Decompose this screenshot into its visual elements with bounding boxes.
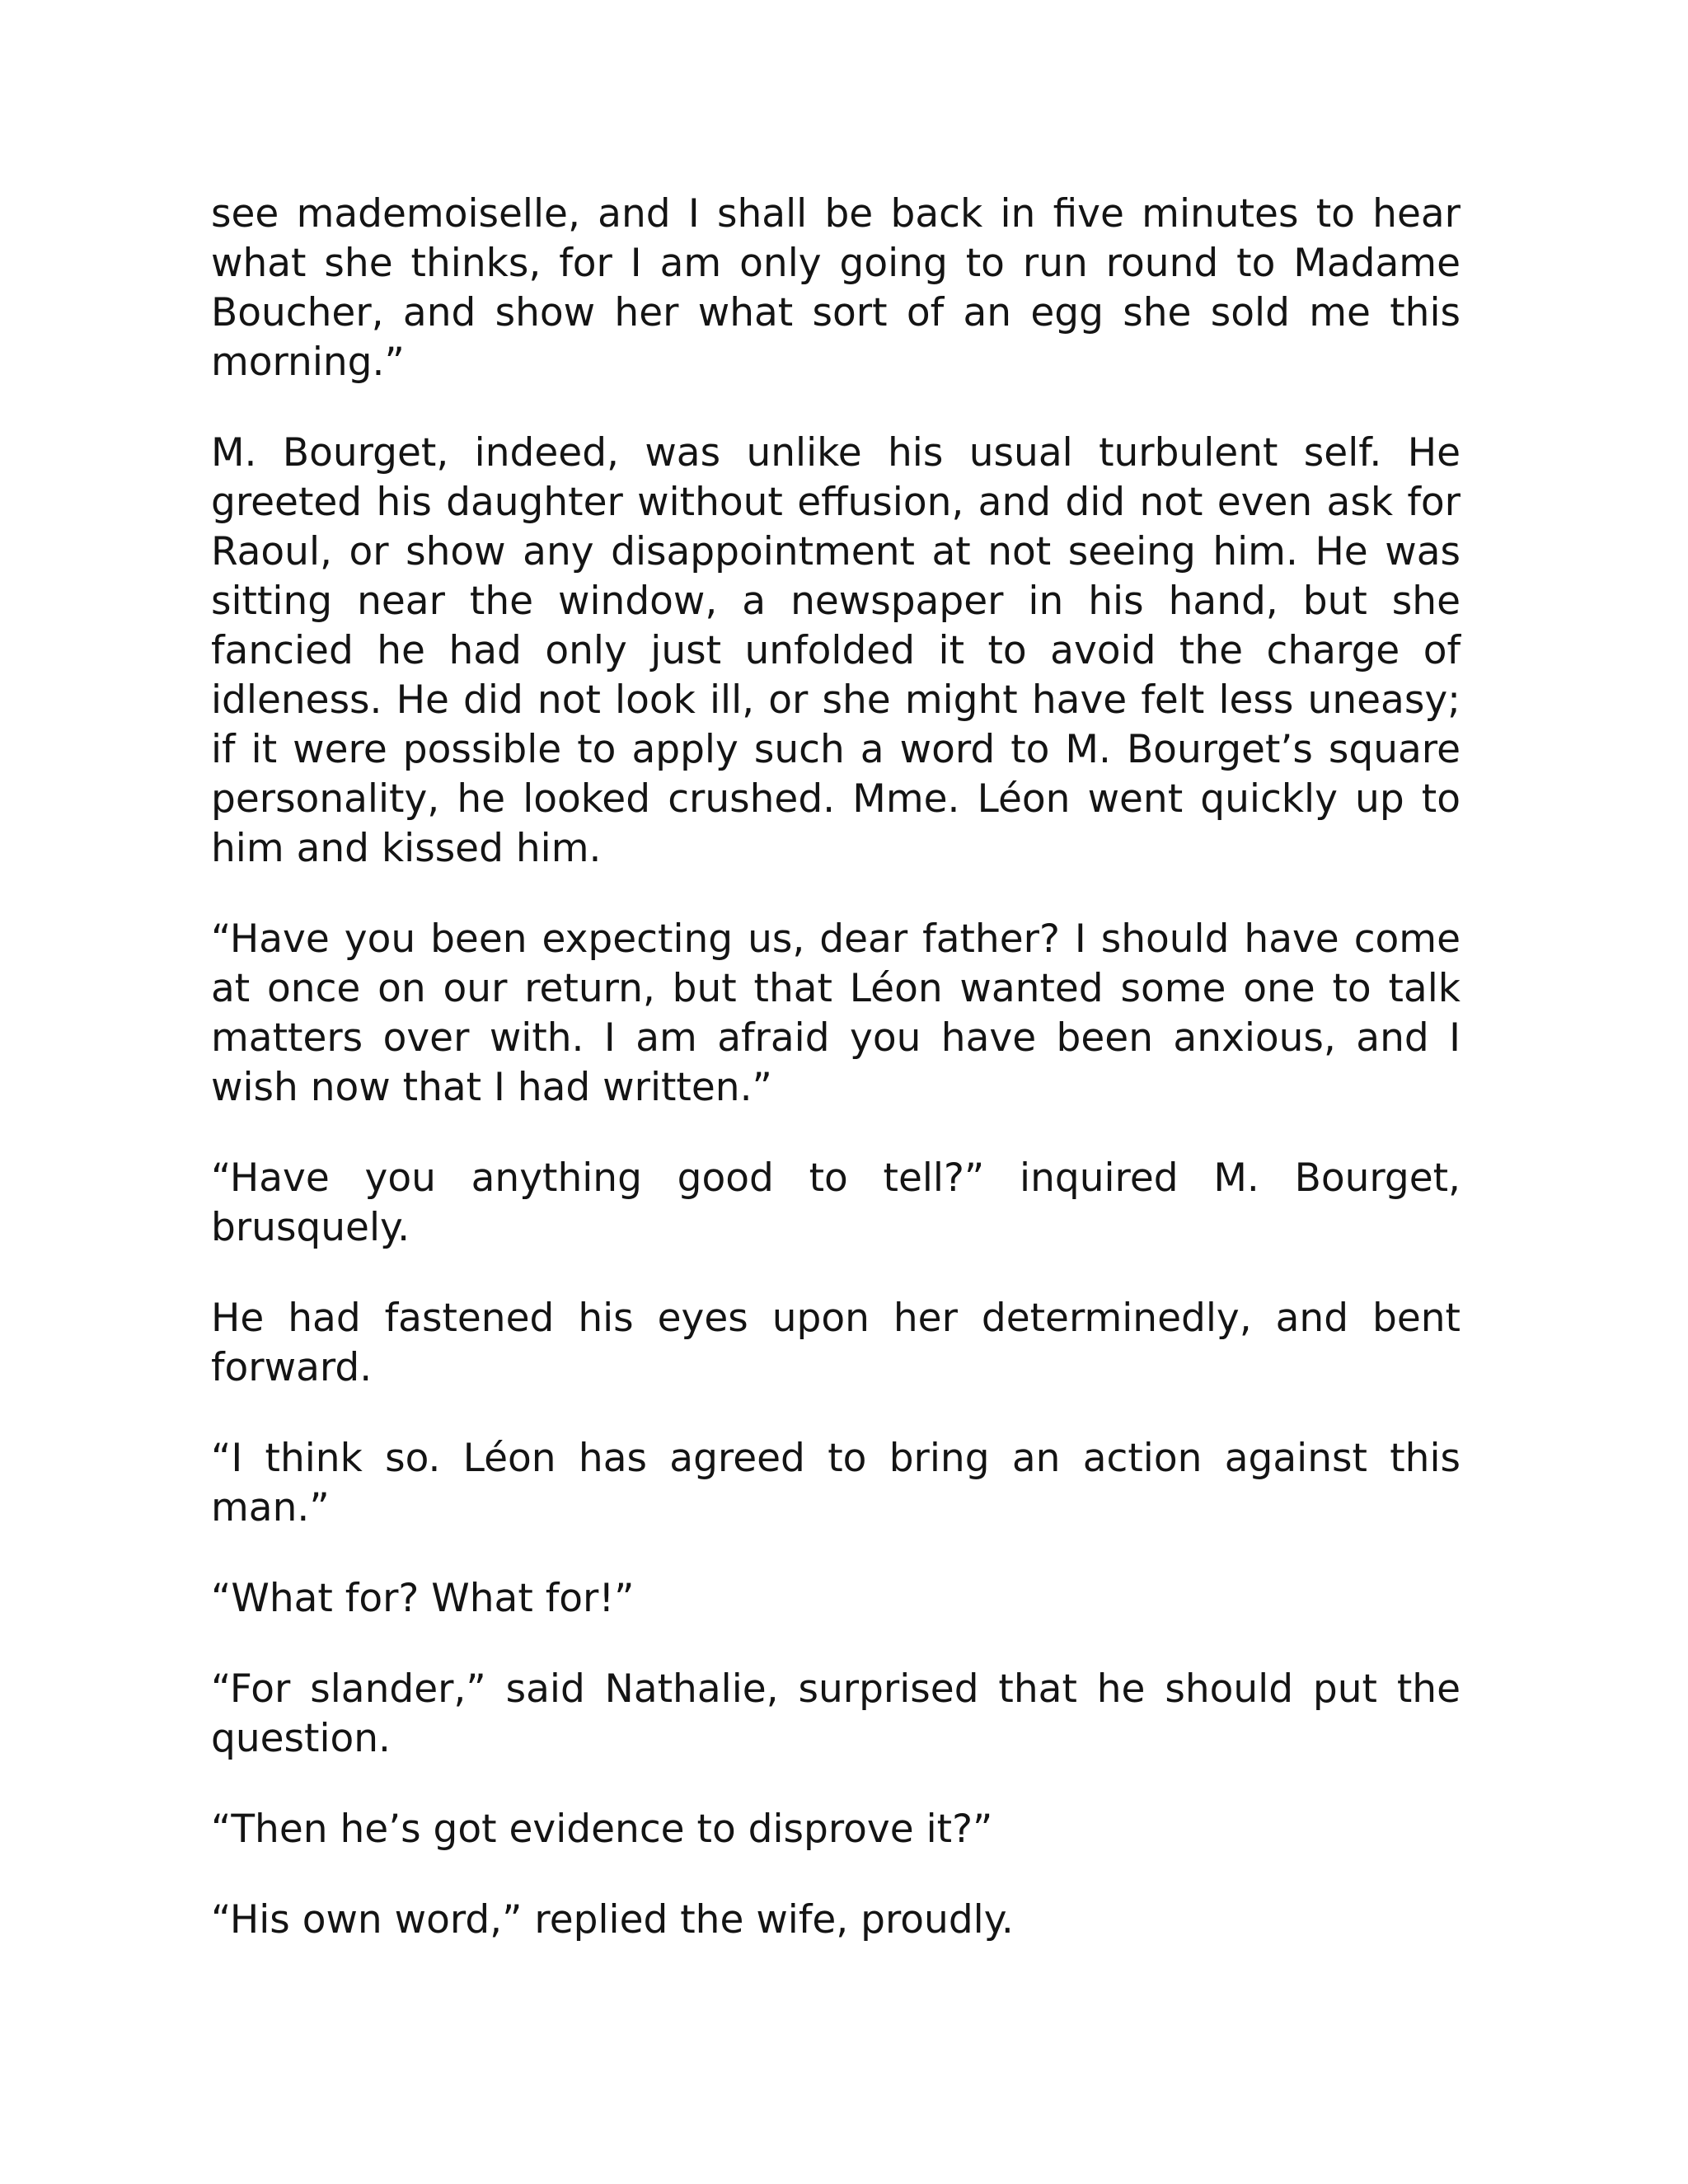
paragraph: “Then he’s got evidence to disprove it?” <box>211 1807 993 1852</box>
paragraph: “What for? What for!” <box>211 1576 635 1621</box>
paragraph: see mademoiselle, and I shall be back in five minutes to hear what she thinks, for I am only going to run round to Madame Boucher, and show her what sort of an egg she sold me this morning.” <box>211 191 1461 385</box>
paragraph: “For slander,” said Nathalie, surprised that he should put the question. <box>211 1666 1461 1761</box>
paragraph: “Have you anything good to tell?” inquired M. Bourget, brusquely. <box>211 1155 1461 1250</box>
paragraph: M. Bourget, indeed, was unlike his usual turbulent self. He greeted his daughter without effusion, and did not even ask for Raoul, or show any disappointment at not seeing him. He was sitting near the window, a newspaper in his hand, but she fancied he had only just unfolded it to avoid the charge of idleness. He did not look ill, or she might have felt less uneasy; if it were possible to apply such a word to M. Bourget’s square personality, he looked crushed. Mme. Léon went quickly up to him and kissed him. <box>211 430 1461 871</box>
paragraph: “His own word,” replied the wife, proudly. <box>211 1897 1014 1943</box>
paragraph: “Have you been expecting us, dear father? I should have come at once on our return, but that Léon wanted some one to talk matters over with. I am afraid you have been anxious, and I wish now that I had written.” <box>211 916 1461 1110</box>
page-body <box>211 190 1461 1986</box>
paragraph: He had fastened his eyes upon her determinedly, and bent forward. <box>211 1296 1461 1390</box>
paragraph: “I think so. Léon has agreed to bring an action against this man.” <box>211 1436 1461 1530</box>
